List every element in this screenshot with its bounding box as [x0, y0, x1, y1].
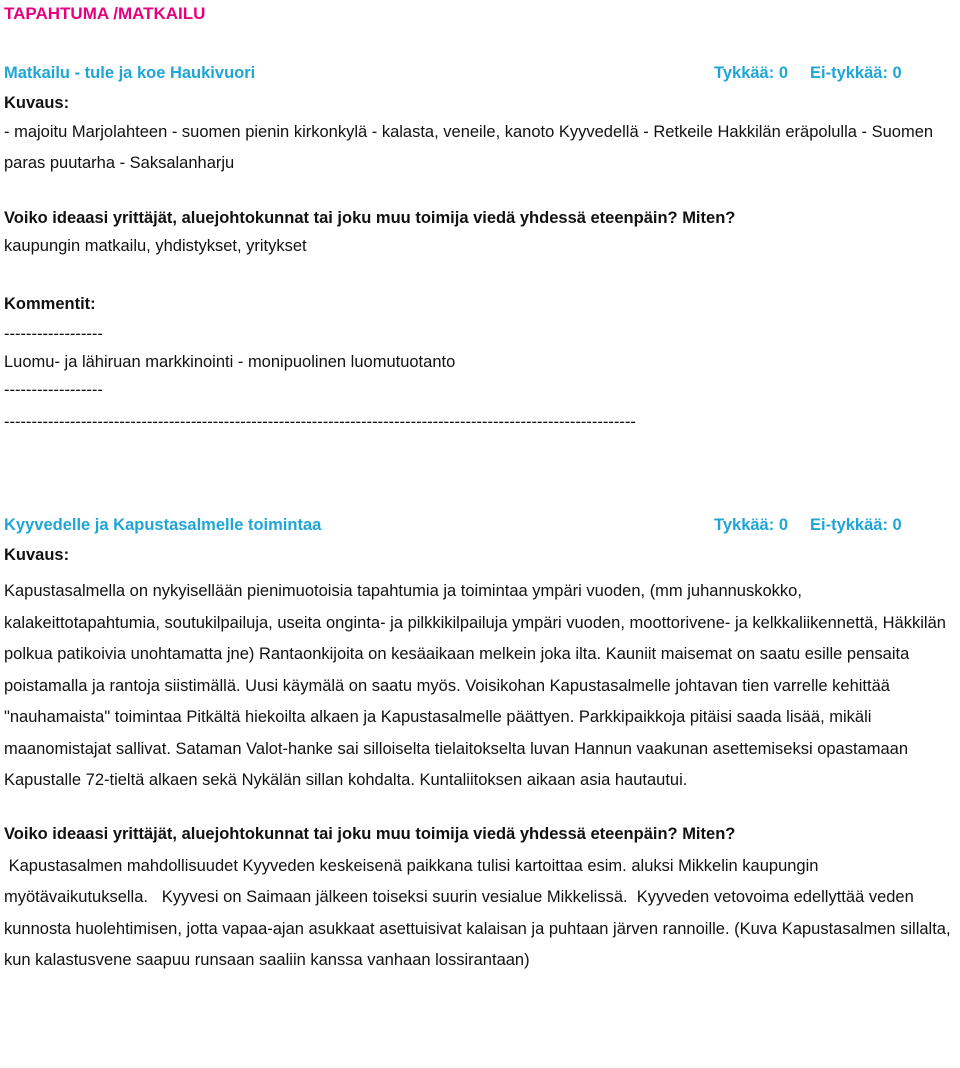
comment-text: Luomu- ja lähiruan markkinointi - monipuolinen luomutuotanto: [4, 353, 456, 371]
description-label: Kuvaus:: [4, 94, 70, 112]
idea-entry: [4, 516, 954, 977]
like-count[interactable]: Tykkää: 0: [714, 516, 788, 534]
entry-title: Matkailu - tule ja koe Haukivuori: [4, 64, 256, 82]
entry-header: [4, 516, 954, 544]
vote-counts: [714, 64, 924, 83]
comment-separator-end: ------------------: [4, 381, 103, 399]
description-text: - majoitu Marjolahteen - suomen pienin kirkonkylä - kalasta, veneile, kanoto Kyyvedellä - Retkeile Hakkilän eräpolulla - Suomen paras puutarha - Saksalanharju: [4, 123, 934, 172]
entry-separator: -------------------------------------------------------------------------------------------------------------------: [4, 413, 636, 431]
vote-counts: [714, 516, 924, 535]
dislike-count[interactable]: Ei-tykkää: 0: [810, 64, 902, 82]
entry-title: Kyyvedelle ja Kapustasalmelle toimintaa: [4, 516, 322, 534]
entry-header: [4, 64, 954, 92]
like-count[interactable]: Tykkää: 0: [714, 64, 788, 82]
dislike-count[interactable]: Ei-tykkää: 0: [810, 516, 902, 534]
answer-text: Kapustasalmen mahdollisuudet Kyyveden keskeisenä paikkana tulisi kartoittaa esim. aluksi Mikkelin kaupungin myötävaikutuksella. Kyyvesi on Saimaan jälkeen toiseksi suurin vesialue Mikkelissä. Kyyveden vetovoima edellyttää veden kunnosta huolehtimisen, jotta vapaa-ajan asukkaat asettuisivat kalaisan ja puhtaan järven rannoille. (Kuva Kapustasalmen sillalta, kun kalastusvene saapuu runsaan saaliin kanssa vanhaan lossirantaan): [4, 856, 956, 969]
question-text: Voiko ideaasi yrittäjät, aluejohtokunnat tai joku muu toimija viedä yhdessä eteenpäin? Miten?: [4, 209, 736, 227]
section-title: TAPAHTUMA /MATKAILU: [4, 4, 206, 23]
description-label: Kuvaus:: [4, 546, 70, 564]
description-text: Kapustasalmella on nykyisellään pienimuotoisia tapahtumia ja toimintaa ympäri vuoden, (mm juhannuskokko, kalakeittotapahtumia, soutukilpailuja, useita onginta- ja pilkkikilpailuja ympäri vuoden, moottorivene- ja kelkkaliikennettä, Häkkilän polkua patikoivia unohtamatta jne) Rantaonkijoita on kesäaikaan melkein joka ilta. Kauniit maisemat on saatu esille pensaita poistamalla ja rantoja siistimällä. Uusi käymälä on saatu myös. Voisikohan Kapustasalmelle johtavan tien varrelle kehittää "nauhamaista" toimintaa Pitkältä hiekoilta alkaen ja Kapustasalmelle päättyen. Parkkipaikkoja pitäisi saada lisää, mikäli maanomistajat sallivat. Sataman Valot-hanke sai silloiselta tielaitokselta luvan Hannun vaakunan asettemiseksi opastamaan Kapustalle 72-tieltä alkaen sekä Nykälän sillan kohdalta. Kuntaliitoksen aikaan asia hautautui.: [4, 582, 946, 789]
question-text: Voiko ideaasi yrittäjät, aluejohtokunnat tai joku muu toimija viedä yhdessä eteenpäin? Miten?: [4, 824, 736, 843]
comment-separator: ------------------: [4, 325, 103, 343]
answer-text: kaupungin matkailu, yhdistykset, yritykset: [4, 237, 307, 255]
comments-label: Kommentit:: [4, 295, 96, 313]
idea-entry: [4, 64, 954, 436]
